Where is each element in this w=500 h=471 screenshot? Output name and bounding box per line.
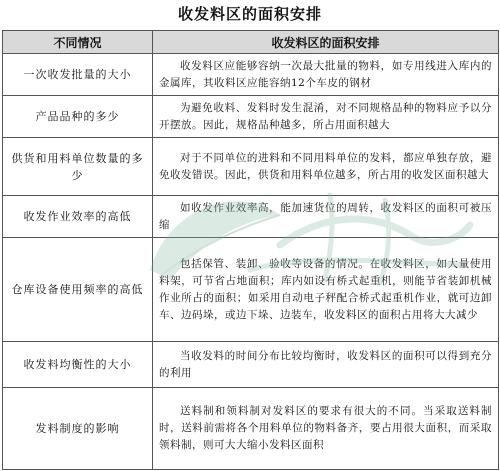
situation-cell: 收发作业效率的高低 <box>3 196 153 238</box>
situation-cell: 供货和用料单位数量的多少 <box>3 138 153 196</box>
arrangement-cell: 为避免收料、发料时发生混淆，对不同规格品种的物料应予以分开摆放。因此，规格品种越多，所占用面积越大 <box>153 96 499 138</box>
table-row <box>3 96 499 138</box>
page-title: 收发料区的面积安排 <box>177 5 322 23</box>
arrangement-cell: 如收发作业效率高，能加速货位的周转，收发料区的面积可被压缩 <box>153 196 499 238</box>
table-header-row <box>3 31 499 54</box>
arrangement-cell: 收发料区应能够容纳一次最大批量的物料，如专用线进入库内的金属库，其收料区应能容纳12个车皮的钢材 <box>153 54 499 96</box>
arrangement-cell: 送料制和领料制对发料区的要求有很大的不同。当采取送料制时，送料前需将各个用料单位的物料备齐，要占用很大面积，而采取领料制，则可大大缩小发料区面积 <box>153 388 499 470</box>
situation-cell: 仓库设备使用频率的高低 <box>3 238 153 342</box>
table-row <box>3 138 499 196</box>
arrangement-cell: 包括保管、装卸、验收等设备的情况。在收发料区，如大量使用料架，可节省占地面积；库内如设有桥式起重机，则能节省装卸机械作业所占的面积；如采用自动电子秤配合桥式起重机作业，就可边卸车、边码垛，或边下垛、边装车，收发料区的面积占用将大大减少 <box>153 238 499 342</box>
situation-cell: 一次收发批量的大小 <box>3 54 153 96</box>
situation-cell: 收发料均衡性的大小 <box>3 342 153 388</box>
table-row <box>3 342 499 388</box>
arrangement-cell: 对于不同单位的进料和不同用料单位的发料，都应单独存放，避免收发错误。因此，供货和用料单位越多，所占用的收发区面积越大 <box>153 138 499 196</box>
situation-cell: 发料制度的影响 <box>3 388 153 470</box>
arrangement-cell: 当收发料的时间分布比较均衡时，收发料区的面积可以得到充分的利用 <box>153 342 499 388</box>
table-row <box>3 196 499 238</box>
situation-cell: 产品品种的多少 <box>3 96 153 138</box>
area-arrangement-table <box>2 30 499 470</box>
table-row <box>3 238 499 342</box>
header-arrangement: 收发料区的面积安排 <box>153 31 499 54</box>
table-row <box>3 54 499 96</box>
table-row <box>3 388 499 470</box>
header-situation: 不同情况 <box>3 31 153 54</box>
